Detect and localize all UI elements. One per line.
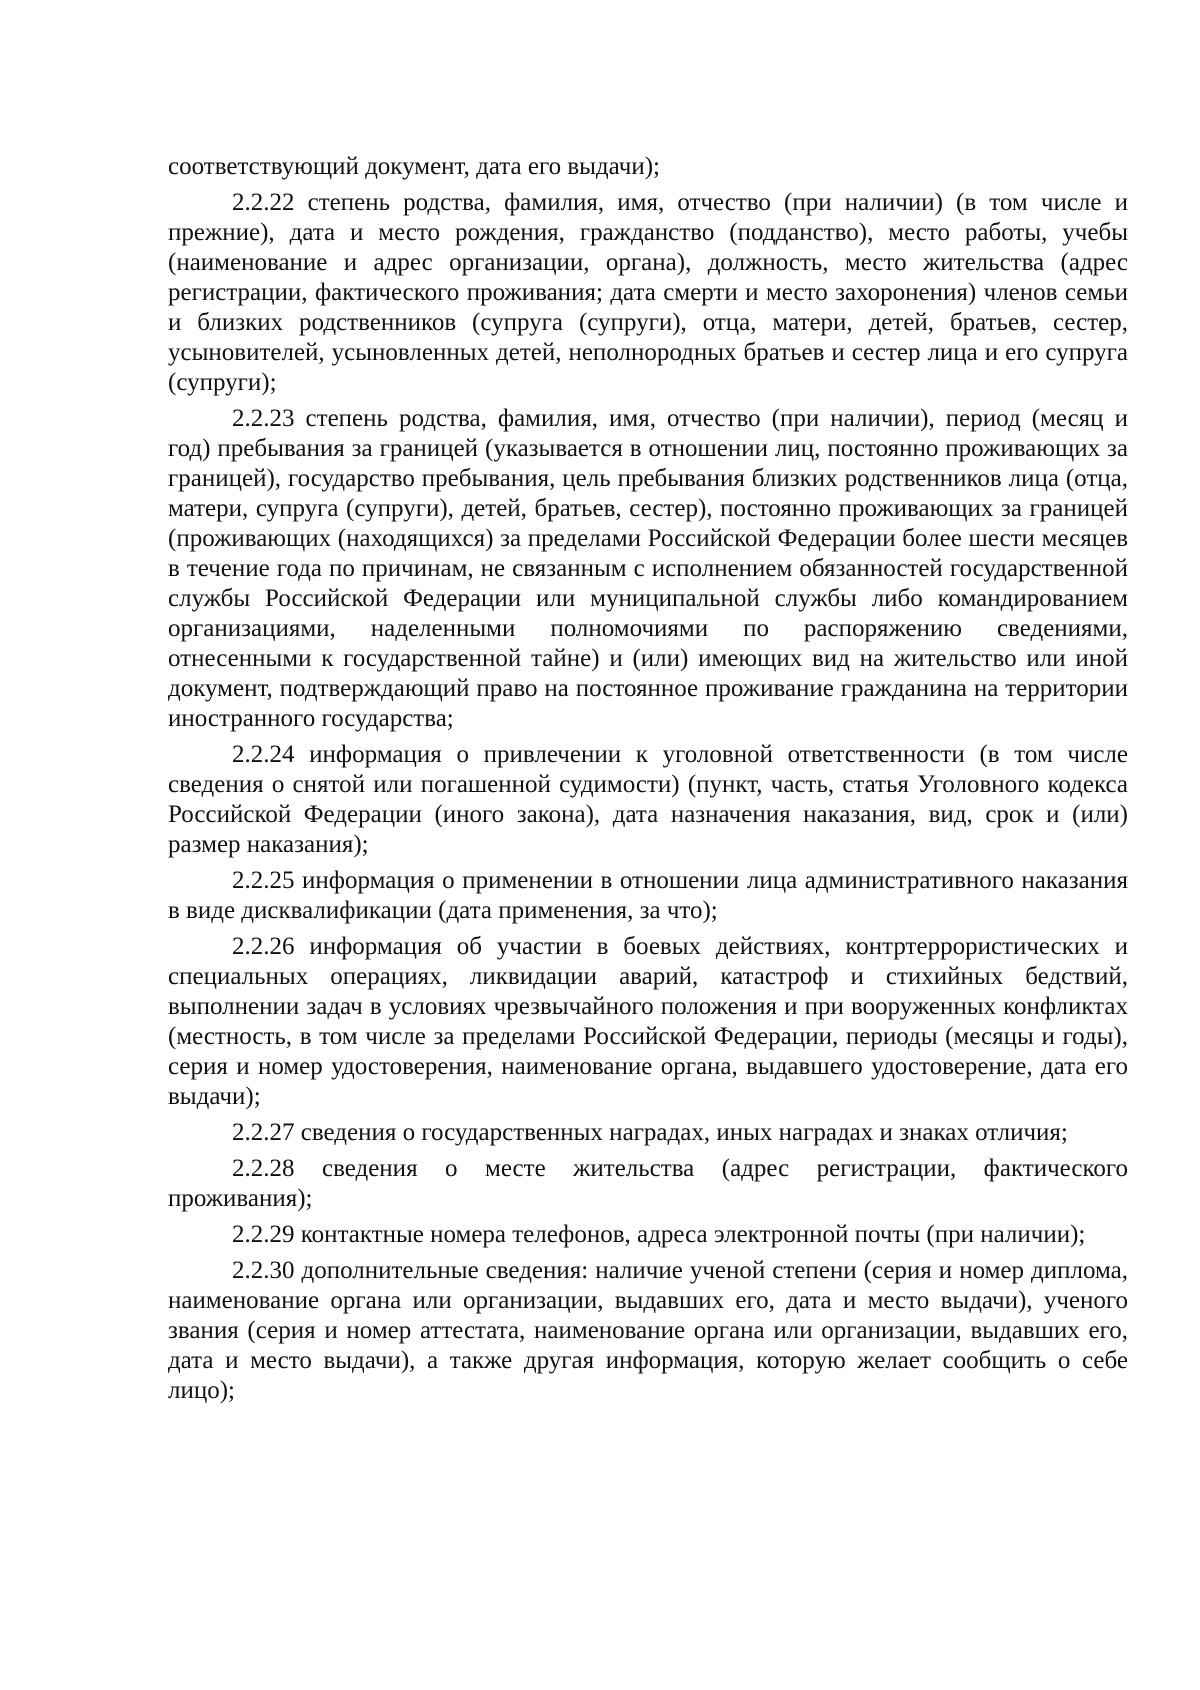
paragraph-2-2-24: 2.2.24 информация о привлечении к уголовной ответственности (в том числе сведения о снятой или погашенной судимости) (пункт, часть, статья Уголовного кодекса Российской Федерации (иного закона), дата назначения наказания, вид, срок и (или) размер наказания);	[168, 741, 1128, 858]
paragraph-2-2-23: 2.2.23 степень родства, фамилия, имя, отчество (при наличии), период (месяц и год) пребывания за границей (указывается в отношении лиц, постоянно проживающих за границей), государство пребывания, цель пребывания близких родственников лица (отца, матери, супруга (супруги), детей, братьев, сестер), постоянно проживающих за границей (проживающих (находящихся) за пределами Российской Федерации более шести месяцев в течение года по причинам, не связанным с исполнением обязанностей государственной службы Российской Федерации или муниципальной службы либо командированием организациями, наделенными полномочиями по распоряжению сведениями, отнесенными к государственной тайне) и (или) имеющих вид на жительство или иной документ, подтверждающий право на постоянное проживание гражданина на территории иностранного государства;	[168, 405, 1128, 732]
paragraph-2-2-25: 2.2.25 информация о применении в отношении лица административного наказания в виде дисквалификации (дата применения, за что);	[168, 867, 1128, 924]
paragraph-2-2-26: 2.2.26 информация об участии в боевых действиях, контртеррористических и специальных операциях, ликвидации аварий, катастроф и стихийных бедствий, выполнении задач в условиях чрезвычайного положения и при вооруженных конфликтах (местность, в том числе за пределами Российской Федерации, периоды (месяцы и годы), серия и номер удостоверения, наименование органа, выдавшего удостоверение, дата его выдачи);	[168, 933, 1128, 1110]
paragraph-2-2-22: 2.2.22 степень родства, фамилия, имя, отчество (при наличии) (в том числе и прежние), дата и место рождения, гражданство (подданство), место работы, учебы (наименование и адрес организации, органа), должность, место жительства (адрес регистрации, фактического проживания; дата смерти и место захоронения) членов семьи и близких родственников (супруга (супруги), отца, матери, детей, братьев, сестер, усыновителей, усыновленных детей, неполнородных братьев и сестер лица и его супруга (супруги);	[168, 189, 1128, 396]
paragraph-2-2-29: 2.2.29 контактные номера телефонов, адреса электронной почты (при наличии);	[232, 1221, 1086, 1248]
paragraph-2-2-30: 2.2.30 дополнительные сведения: наличие ученой степени (серия и номер диплома, наименование органа или организации, выдавших его, дата и место выдачи), ученого звания (серия и номер аттестата, наименование органа или организации, выдавших его, дата и место выдачи), а также другая информация, которую желает сообщить о себе лицо);	[168, 1257, 1128, 1404]
paragraph-2-2-28: 2.2.28 сведения о месте жительства (адрес регистрации, фактического проживания);	[168, 1155, 1128, 1212]
document-page	[168, 152, 1128, 1406]
paragraph-2-2-27: 2.2.27 сведения о государственных наградах, иных наградах и знаках отличия;	[232, 1119, 1068, 1146]
paragraph-continuation: соответствующий документ, дата его выдачи);	[168, 153, 660, 180]
